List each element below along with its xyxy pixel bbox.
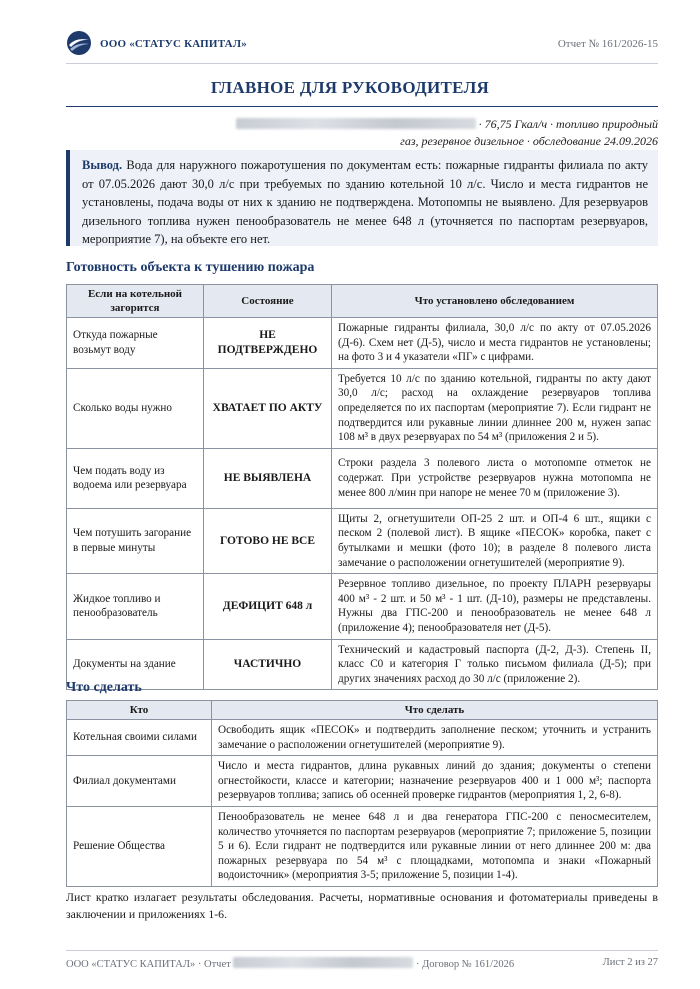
- subtitle-line2: газ, резервное дизельное · обследование 24.09.2026: [400, 134, 658, 148]
- finding-cell: Технический и кадастровый паспорта (Д-2, Д-3). Степень II, класс С0 и категория Г только письмом филиала (Д-5); при других значениях расход до 30 л/с (приложение 2).: [332, 639, 658, 690]
- subtitle-line1: · 76,75 Гкал/ч · топливо природный: [478, 117, 658, 131]
- case-cell: Чем потушить загорание в первые минуты: [67, 508, 204, 573]
- table-row: [67, 574, 658, 639]
- table-header-row: [67, 701, 658, 720]
- footer-company: ООО «СТАТУС КАПИТАЛ» · Отчет: [66, 959, 231, 970]
- summary-note: Лист кратко излагает результаты обследования. Расчеты, нормативные основания и фотоматериалы приведены в заключении и приложениях 1-6.: [66, 890, 658, 921]
- todo-heading: Что сделать: [66, 680, 142, 695]
- finding-cell: Требуется 10 л/с по зданию котельной, гидранты по акту дают 30,0 л/с; расход на охлаждение резервуаров топлива определяется по их паспортам (мероприятие 7). Если гидрант не подтвердится или рукавные линии длиннее 200 м, нужен запас 108 м³ в двух резервуарах по 54 м³ (приложения 2 и 5).: [332, 368, 658, 448]
- who-cell: Филиал документами: [67, 756, 212, 807]
- status-cell: ЧАСТИЧНО: [204, 639, 332, 690]
- company-logo-icon: [66, 30, 92, 56]
- case-cell: Сколько воды нужно: [67, 368, 204, 448]
- table-row: [67, 368, 658, 448]
- status-cell: ДЕФИЦИТ 648 л: [204, 574, 332, 639]
- column-header: Что сделать: [212, 701, 658, 720]
- column-header: Кто: [67, 701, 212, 720]
- case-cell: Откуда пожарные возьмут воду: [67, 318, 204, 369]
- title-divider: [66, 106, 658, 107]
- footer-contract: · Договор № 161/2026: [415, 959, 515, 970]
- what-cell: Пенообразователь не менее 648 л и два генератора ГПС-200 с пеносмесителем, количество уточняется по паспортам резервуаров (мероприятие 7; приложение 5, позиции 5 и 6). Если гидрант не подтвердится или рукавные линии от него длиннее 200 м: два пожарных резервуара по 54 м³ с площадками, мотопомпа и знаки «Пожарный водоисточник» (мероприятия 3-5; приложение 5, позиции 1-4).: [212, 806, 658, 886]
- status-cell: ХВАТАЕТ ПО АКТУ: [204, 368, 332, 448]
- what-cell: Число и места гидрантов, длина рукавных линий до здания; документы о степени огнестойкости, классе и категории; назначение резервуаров 400 и 1 000 м³; паспорта резервуаров топлива; запись об осенней проверке гидрантов (мероприятия 1, 2, 6-8).: [212, 756, 658, 807]
- what-cell: Освободить ящик «ПЕСОК» и подтвердить заполнение песком; уточнить и устранить замечание о расположении огнетушителей (мероприятие 9).: [212, 720, 658, 756]
- finding-cell: Резервное топливо дизельное, по проекту ПЛАРН резервуары 400 м³ - 2 шт. и 50 м³ - 1 шт. (Д-10), размеры не представлены. Нужны два ГПС-200 и пенообразователь не менее 648 л (приложение 4); пенообразователя нет (Д-5).: [332, 574, 658, 639]
- page-title: ГЛАВНОЕ ДЛЯ РУКОВОДИТЕЛЯ: [210, 78, 490, 97]
- table-row: [67, 806, 658, 886]
- page-number: Лист 2 из 27: [602, 957, 658, 968]
- table-row: [67, 318, 658, 369]
- table-row: [67, 720, 658, 756]
- table-row: [67, 448, 658, 508]
- status-cell: НЕ ПОДТВЕРЖДЕНО: [204, 318, 332, 369]
- redacted-text: [233, 957, 413, 968]
- who-cell: Котельная своими силами: [67, 720, 212, 756]
- table-row: [67, 639, 658, 690]
- conclusion-box: [66, 150, 658, 246]
- status-cell: НЕ ВЫЯВЛЕНА: [204, 448, 332, 508]
- readiness-heading: Готовность объекта к тушению пожара: [66, 260, 315, 275]
- case-cell: Документы на здание: [67, 639, 204, 690]
- column-header: Если на котельной загорится: [67, 285, 204, 318]
- finding-cell: Строки раздела 3 полевого листа о мотопомпе отметок не содержат. При устройстве резервуаров нужна мотопомпа не менее 800 л/мин при напоре не менее 70 м (приложение 3).: [332, 448, 658, 508]
- case-cell: Чем подать воду из водоема или резервуара: [67, 448, 204, 508]
- conclusion-label: Вывод.: [82, 158, 123, 172]
- company-name: ООО «СТАТУС КАПИТАЛ»: [100, 38, 247, 50]
- redacted-text: [236, 118, 476, 129]
- status-cell: ГОТОВО НЕ ВСЕ: [204, 508, 332, 573]
- todo-table: [66, 700, 658, 887]
- finding-cell: Щиты 2, огнетушители ОП-25 2 шт. и ОП-4 6 шт., ящики с песком 2 (полевой лист). В ящике «ПЕСОК» коробка, пакет с бутылками и мешки (фото 10); в разделе 8 полевого листа замечание о расположении огнетушителей (мероприятие 9).: [332, 508, 658, 573]
- finding-cell: Пожарные гидранты филиала, 30,0 л/с по акту от 07.05.2026 (Д-6). Схем нет (Д-5), число и места гидрантов не установлены; на фото 3 и 4 указатели «ПГ» с цифрами.: [332, 318, 658, 369]
- table-row: [67, 508, 658, 573]
- column-header: Что установлено обследованием: [332, 285, 658, 318]
- who-cell: Решение Общества: [67, 806, 212, 886]
- table-header-row: [67, 285, 658, 318]
- page-header: [66, 30, 658, 64]
- footer-left: [66, 957, 514, 970]
- page-footer: [66, 950, 658, 970]
- report-number: Отчет № 161/2026-15: [557, 38, 658, 50]
- table-row: [67, 756, 658, 807]
- conclusion-text: Вода для наружного пожаротушения по документам есть: пожарные гидранты филиала по акту от 07.05.2026 дают 30,0 л/с при требуемых по зданию котельной 10 л/с. Число и места гидрантов не установлены, подача воды от них к зданию не подтверждена. Мотопомпы не выявлено. Для резервуаров дизельного топлива нужен пенообразователь не менее 648 л (уточняется по паспортам резервуаров, мероприятие 7), на объекте его нет.: [82, 158, 649, 247]
- readiness-table: [66, 284, 658, 690]
- column-header: Состояние: [204, 285, 332, 318]
- object-subtitle: [98, 116, 658, 150]
- case-cell: Жидкое топливо и пенообразователь: [67, 574, 204, 639]
